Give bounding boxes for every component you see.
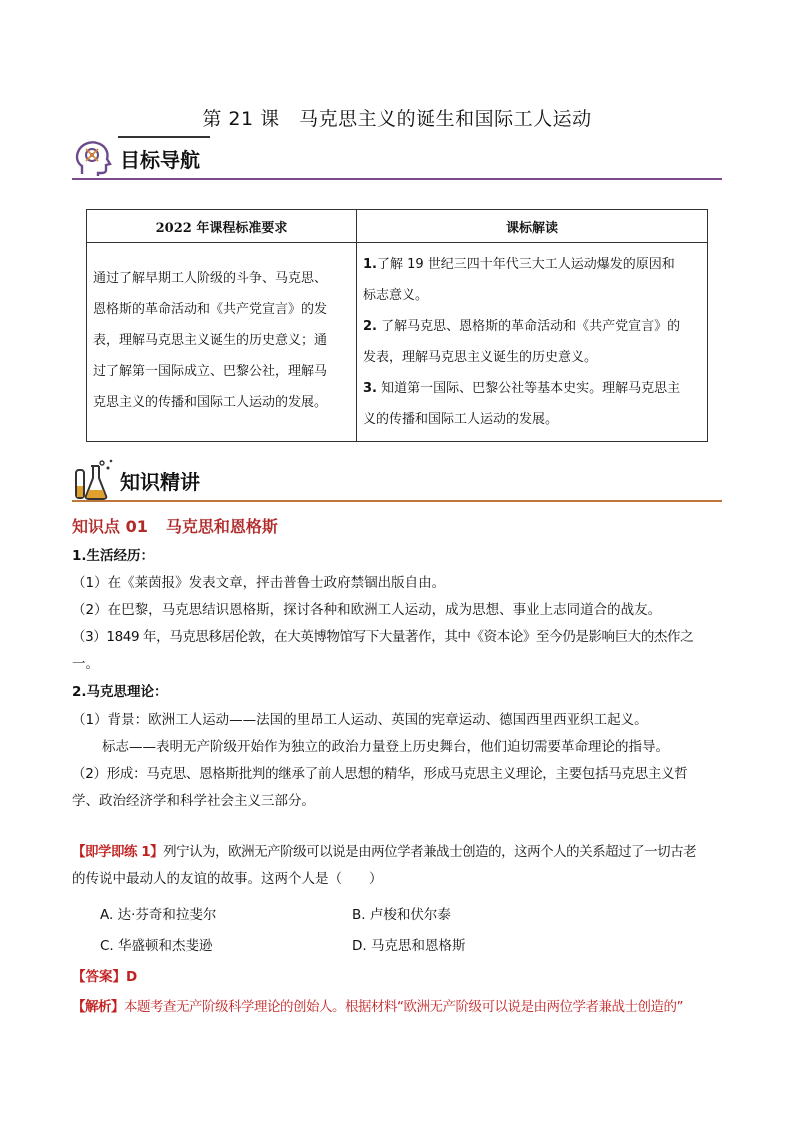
cell-line: 过了解第一国际成立、巴黎公社，理解马 bbox=[93, 364, 328, 379]
section-title: 知识精讲 bbox=[120, 470, 200, 494]
section-underline bbox=[72, 178, 722, 180]
section-underline bbox=[72, 500, 722, 502]
cell-line: 恩格斯的革命活动和《共产党宣言》的发 bbox=[93, 302, 328, 317]
item-number: 2. bbox=[363, 319, 377, 334]
analysis-text: 本题考查无产阶级科学理论的创始人。根据材料“欧洲无产阶级可以说是由两位学者兼战士创造的” bbox=[124, 999, 683, 1015]
item-text: 知道第一国际、巴黎公社等基本史实。理解马克思主 bbox=[376, 381, 681, 396]
exercise-question-line bbox=[72, 840, 696, 860]
exercise-tag: 【即学即练 1】 bbox=[72, 844, 164, 860]
cell-line: 通过了解早期工人阶级的斗争、马克思、 bbox=[93, 271, 328, 286]
knowledge-point-label: 知识点 01 bbox=[72, 517, 148, 536]
option-b: B. 卢梭和伏尔泰 bbox=[352, 907, 451, 923]
table-cell-standards bbox=[87, 243, 357, 442]
content-line: 标志——表明无产阶级开始作为独立的政治力量登上历史舞台，他们迫切需要革命理论的指导。 bbox=[102, 739, 669, 755]
cell-line bbox=[363, 311, 703, 342]
table-header-row bbox=[87, 210, 708, 243]
option-d: D. 马克思和恩格斯 bbox=[352, 938, 466, 954]
item-text: 了解马克思、恩格斯的革命活动和《共产党宣言》的 bbox=[376, 319, 681, 334]
table-header-cell: 课标解读 bbox=[357, 210, 708, 243]
exercise-question-text: 列宁认为，欧洲无产阶级可以说是由两位学者兼战士创造的，这两个人的关系超过了一切古老 bbox=[163, 844, 697, 860]
content-line: 一。 bbox=[72, 656, 99, 672]
cell-line bbox=[363, 404, 703, 435]
cell-line bbox=[363, 249, 703, 280]
item-text: 义的传播和国际工人运动的发展。 bbox=[363, 412, 559, 427]
content-line: （2）形成：马克思、恩格斯批判的继承了前人思想的精华，形成马克思主义理论，主要包括马克思主义哲 bbox=[72, 766, 688, 782]
brain-gear-icon bbox=[72, 136, 116, 180]
analysis-tag: 【解析】 bbox=[72, 999, 124, 1015]
cell-line bbox=[363, 373, 703, 404]
option-c: C. 华盛顿和杰斐逊 bbox=[100, 938, 213, 954]
table-header-cell: 2022 年课程标准要求 bbox=[87, 210, 357, 243]
standards-table bbox=[86, 209, 708, 442]
section-top-rule bbox=[118, 136, 210, 138]
item-text: 了解 19 世纪三四十年代三大工人运动爆发的原因和 bbox=[376, 257, 675, 272]
answer-line bbox=[72, 965, 137, 985]
item-number: 1. bbox=[363, 257, 377, 272]
lab-flask-icon bbox=[72, 458, 116, 502]
knowledge-point-name: 马克思和恩格斯 bbox=[165, 517, 278, 536]
answer-value: D bbox=[126, 969, 138, 985]
content-heading: 1.生活经历： bbox=[72, 548, 155, 564]
table-row bbox=[87, 243, 708, 442]
table-cell-interpretation bbox=[357, 243, 708, 442]
cell-line: 克思主义的传播和国际工人运动的发展。 bbox=[93, 395, 328, 410]
cell-line bbox=[363, 342, 703, 373]
item-number: 3. bbox=[363, 381, 377, 396]
section-title: 目标导航 bbox=[120, 148, 200, 172]
exercise-question-line: 的传说中最动人的友谊的故事。这两个人是（ ） bbox=[72, 871, 383, 887]
content-heading: 2.马克思理论： bbox=[72, 684, 168, 700]
content-line: （1）在《莱茵报》发表文章，抨击普鲁士政府禁锢出版自由。 bbox=[72, 575, 446, 591]
cell-line bbox=[363, 280, 703, 311]
lesson-title: 第 21 课 马克思主义的诞生和国际工人运动 bbox=[202, 108, 592, 130]
content-line: （3）1849 年，马克思移居伦敦，在大英博物馆写下大量著作，其中《资本论》至今仍是影响巨大的杰作之 bbox=[72, 629, 694, 645]
cell-line: 表，理解马克思主义诞生的历史意义；通 bbox=[93, 333, 328, 348]
item-text: 标志意义。 bbox=[363, 288, 429, 303]
option-a: A. 达·芬奇和拉斐尔 bbox=[100, 907, 217, 923]
analysis-line bbox=[72, 995, 683, 1015]
section-header-goals bbox=[72, 136, 722, 180]
content-line: （1）背景：欧洲工人运动——法国的里昂工人运动、英国的宪章运动、德国西里西亚织工起义。 bbox=[72, 712, 648, 728]
answer-tag: 【答案】 bbox=[72, 969, 126, 985]
item-text: 发表，理解马克思主义诞生的历史意义。 bbox=[363, 350, 598, 365]
content-line: 学、政治经济学和科学社会主义三部分。 bbox=[72, 793, 315, 809]
knowledge-point-title bbox=[72, 514, 278, 537]
section-header-knowledge bbox=[72, 458, 722, 502]
content-line: （2）在巴黎，马克思结识恩格斯，探讨各种和欧洲工人运动，成为思想、事业上志同道合的战友。 bbox=[72, 602, 662, 618]
